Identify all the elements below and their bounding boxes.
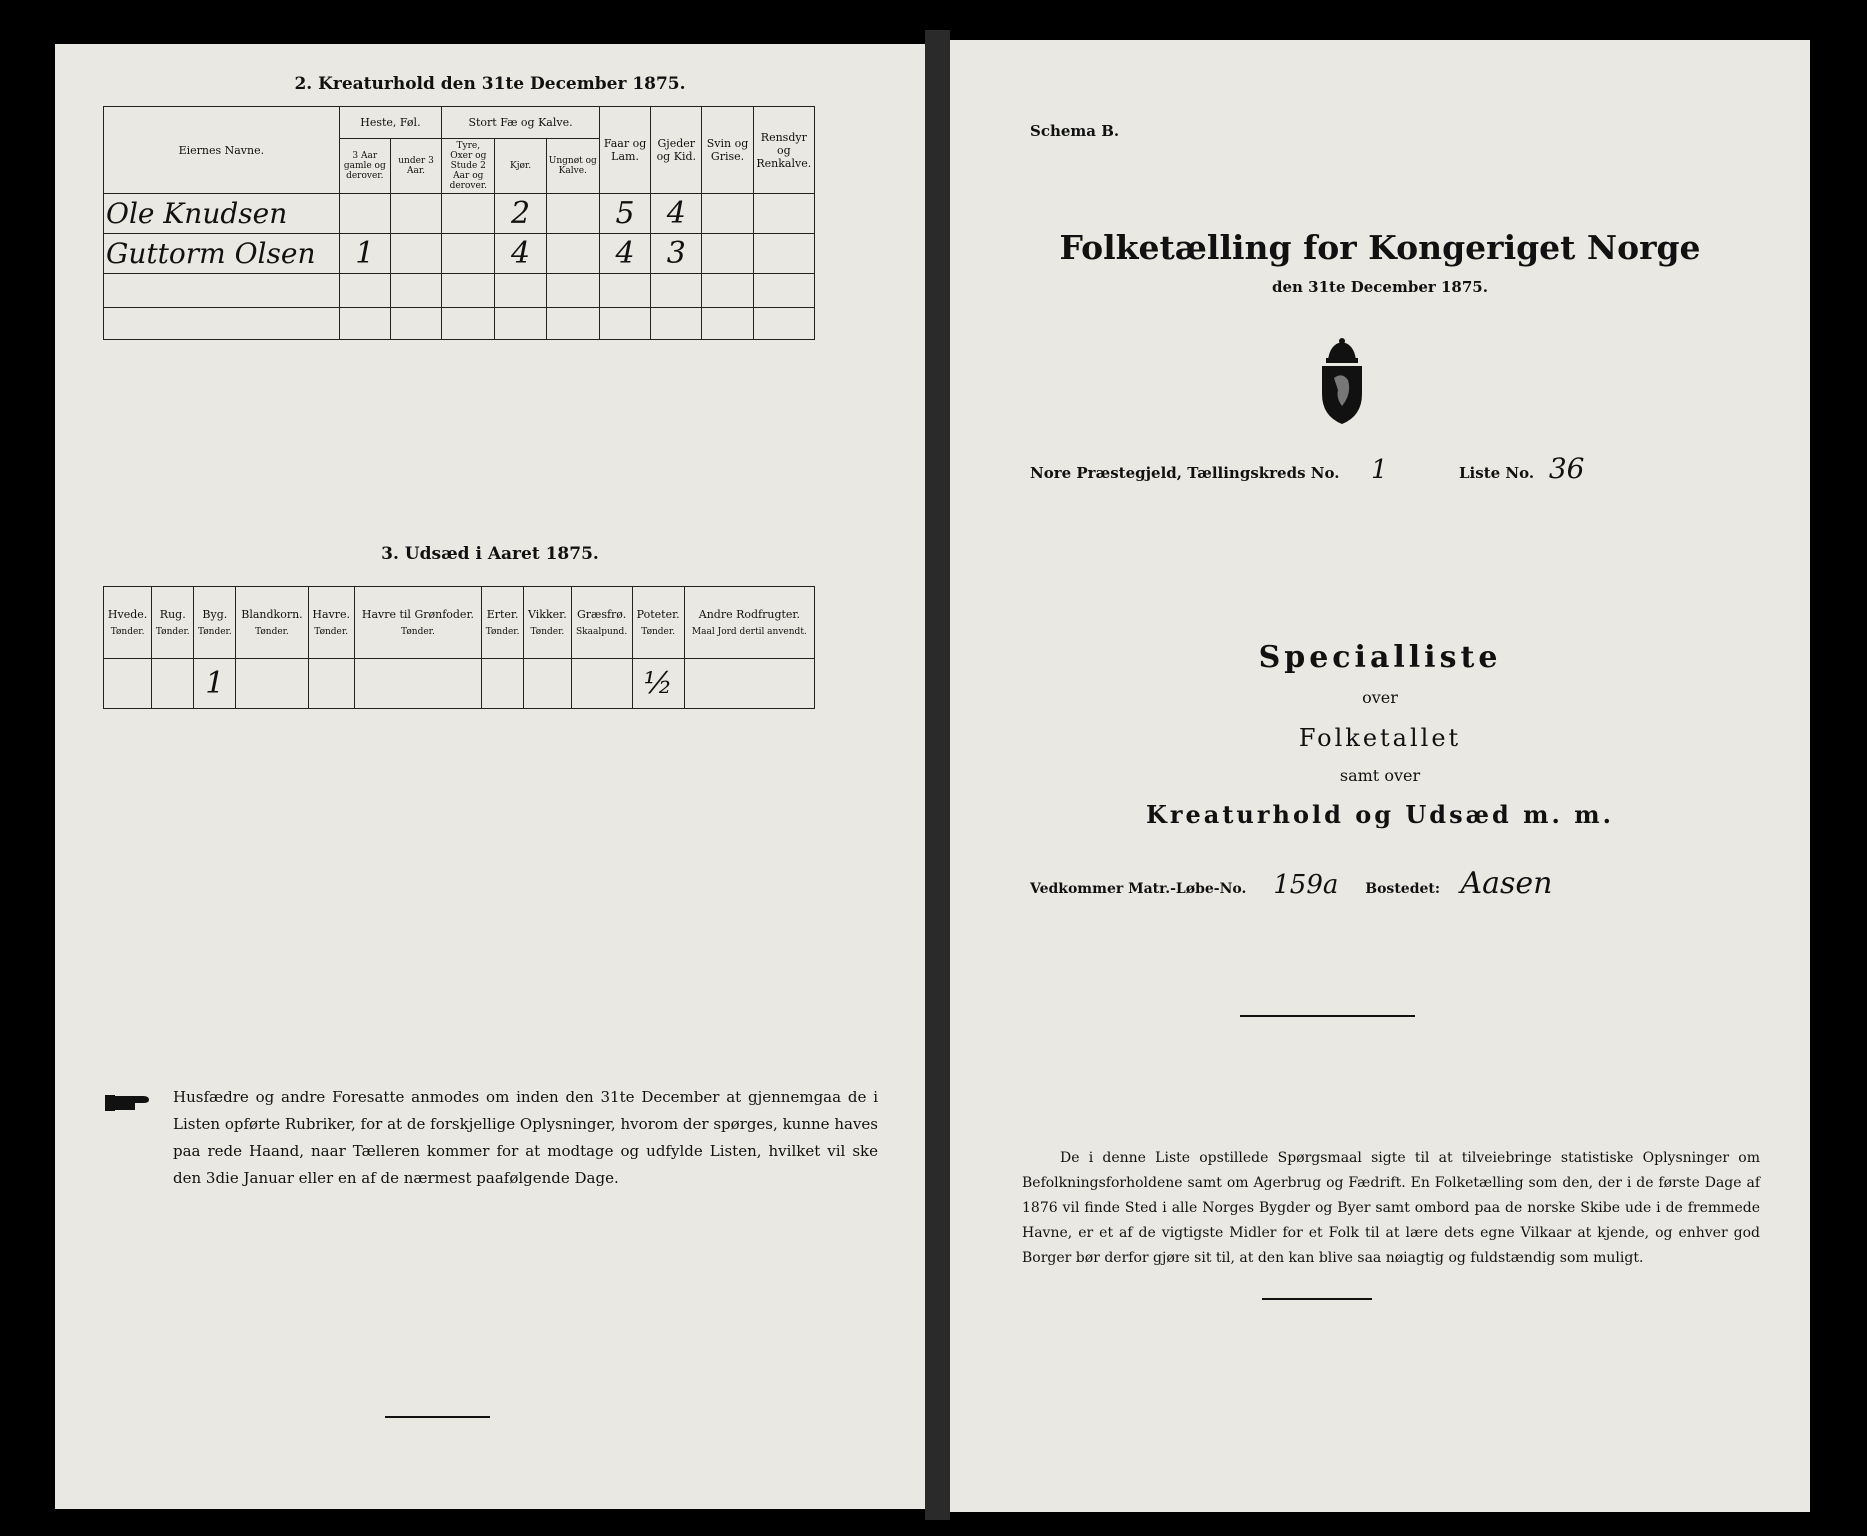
- matr-no: 159a: [1273, 870, 1339, 900]
- header-horses: Heste, Føl.: [339, 107, 441, 139]
- left-page: [55, 44, 925, 1509]
- cell-pigs: [702, 234, 753, 274]
- seed-table: [103, 586, 815, 709]
- right-page: [950, 40, 1810, 1512]
- seed-value-cell: [482, 659, 524, 709]
- seed-value-cell: [104, 659, 152, 709]
- district-no: 1: [1370, 455, 1388, 485]
- cell-horses-old: 1: [339, 234, 390, 274]
- seed-header-name: Byg.: [202, 608, 228, 621]
- seed-header-name: Blandkorn.: [241, 608, 303, 621]
- seed-header-unit: Tønder.: [530, 627, 565, 637]
- section2-title: 2. Kreaturhold den 31te December 1875.: [294, 74, 686, 94]
- bosted-value: Aasen: [1460, 866, 1553, 901]
- cell-horses-old: [339, 194, 390, 234]
- district-line: [1030, 452, 1770, 485]
- seed-header-unit: Tønder.: [485, 627, 520, 637]
- livestock-row: [104, 274, 815, 308]
- specialliste-title: Specialliste: [1258, 640, 1502, 675]
- seed-header-name: Græsfrø.: [576, 608, 627, 621]
- cell-horses-young: [390, 194, 441, 234]
- seed-header-cell: [684, 587, 814, 659]
- seed-header-name: Vikker.: [528, 608, 567, 621]
- cell-pigs: [702, 194, 753, 234]
- header-pigs: Svin og Grise.: [702, 107, 753, 194]
- seed-value-cell: ½: [632, 659, 684, 709]
- header-goats: Gjeder og Kid.: [651, 107, 702, 194]
- header-young-cattle: Ungnøt og Kalve.: [546, 139, 599, 194]
- census-date: den 31te December 1875.: [1272, 278, 1488, 296]
- cell-cows: 2: [495, 194, 546, 234]
- matr-line: [1030, 866, 1770, 901]
- census-title: Folketælling for Kongeriget Norge: [1059, 228, 1701, 267]
- header-cows: Kjør.: [495, 139, 546, 194]
- seed-header-name: Hvede.: [107, 608, 148, 621]
- cell-sheep: 4: [599, 234, 650, 274]
- cell-cows: 4: [495, 234, 546, 274]
- header-horses-old: 3 Aar gamle og derover.: [339, 139, 390, 194]
- seed-header-cell: [236, 587, 308, 659]
- cell-reindeer: [753, 194, 814, 234]
- seed-header-cell: [632, 587, 684, 659]
- livestock-row: [104, 308, 815, 340]
- book-spine: [925, 30, 950, 1520]
- seed-value-row: [104, 659, 815, 709]
- seed-header-cell: [524, 587, 571, 659]
- seed-value-cell: 1: [194, 659, 236, 709]
- kreaturhold-text: Kreaturhold og Udsæd m. m.: [1146, 800, 1614, 829]
- samt-over-text: samt over: [1339, 766, 1421, 785]
- rule: [1262, 1298, 1372, 1300]
- footnote: Husfædre og andre Foresatte anmodes om inden den 31te December at gjennemgaa de i Listen opførte Rubriker, for at de forskjellige Oplysninger, hvorom der spørges, kunne haves paa rede Haand, naar Tælleren kommer for at modtage og udfylde Listen, hvilket vil ske den 3die Januar eller en af de nærmest paafølgende Dage.: [173, 1088, 878, 1187]
- livestock-row: [104, 194, 815, 234]
- seed-header-cell: [482, 587, 524, 659]
- seed-header-unit: Tønder.: [314, 627, 349, 637]
- owner-name: Guttorm Olsen: [104, 234, 340, 274]
- seed-header-name: Rug.: [159, 608, 186, 621]
- cell-young-cattle: [546, 194, 599, 234]
- seed-header-cell: [354, 587, 481, 659]
- seed-header-cell: [571, 587, 632, 659]
- header-horses-young: under 3 Aar.: [390, 139, 441, 194]
- owner-name: Ole Knudsen: [104, 194, 340, 234]
- seed-header-unit: Tønder.: [155, 627, 190, 637]
- over-text: over: [1362, 688, 1398, 707]
- seed-header-unit: Maal Jord dertil anvendt.: [691, 627, 807, 637]
- seed-header-name: Poteter.: [636, 608, 680, 621]
- seed-header-name: Havre.: [312, 608, 350, 621]
- header-bulls: Tyre, Oxer og Stude 2 Aar og derover.: [442, 139, 495, 194]
- list-no: 36: [1548, 452, 1585, 485]
- seed-header-unit: Tønder.: [110, 627, 145, 637]
- cell-bulls: [442, 234, 495, 274]
- seed-header-cell: [104, 587, 152, 659]
- pointing-hand-icon: [105, 1092, 155, 1114]
- seed-header-name: Havre til Grønfoder.: [361, 608, 474, 621]
- intro-paragraph: De i denne Liste opstillede Spørgsmaal sigte til at tilveiebringe statistiske Oplysninger om Befolkningsforholdene samt om Agerbrug og Fædrift. En Folketælling som den, der i de første Dage af 1876 vil finde Sted i alle Norges Bygder og Byer samt ombord paa de norske Skibe ude i de fremmede Havne, er et af de vigtigste Midler for et Folk til at lære dets egne Vilkaar at kjende, og enhver god Borger bør derfor gjøre sit til, at den kan blive saa nøiagtig og fuldstændig som muligt.: [1022, 1150, 1760, 1266]
- seed-value-cell: [354, 659, 481, 709]
- rule: [1240, 1015, 1415, 1017]
- seed-header-unit: Tønder.: [641, 627, 676, 637]
- seed-header-name: Erter.: [486, 608, 519, 621]
- bosted-label: Bostedet:: [1365, 881, 1441, 897]
- seed-value-cell: [152, 659, 194, 709]
- seed-header-name: Andre Rodfrugter.: [698, 608, 800, 621]
- cell-reindeer: [753, 234, 814, 274]
- cell-goats: 3: [651, 234, 702, 274]
- list-label: Liste No.: [1459, 464, 1535, 482]
- seed-value-cell: [236, 659, 308, 709]
- seed-header-unit: Tønder.: [401, 627, 435, 637]
- seed-header-unit: Tønder.: [255, 627, 289, 637]
- cell-horses-young: [390, 234, 441, 274]
- coat-of-arms-icon: [1312, 338, 1372, 426]
- schema-label: Schema B.: [1030, 122, 1120, 140]
- seed-header-unit: Skaalpund.: [575, 627, 628, 637]
- header-sheep: Faar og Lam.: [599, 107, 650, 194]
- cell-young-cattle: [546, 234, 599, 274]
- cell-sheep: 5: [599, 194, 650, 234]
- header-cattle: Stort Fæ og Kalve.: [442, 107, 600, 139]
- section3-title: 3. Udsæd i Aaret 1875.: [381, 544, 599, 564]
- header-owner: Eiernes Navne.: [104, 107, 340, 194]
- seed-header-row: [104, 587, 815, 659]
- livestock-table: [103, 106, 815, 340]
- cell-goats: 4: [651, 194, 702, 234]
- seed-value-cell: [571, 659, 632, 709]
- district-label: Nore Præstegjeld, Tællingskreds No.: [1030, 464, 1340, 482]
- seed-header-unit: Tønder.: [197, 627, 232, 637]
- seed-value-cell: [308, 659, 354, 709]
- header-reindeer: Rensdyr og Renkalve.: [753, 107, 814, 194]
- seed-value-cell: [684, 659, 814, 709]
- seed-header-cell: [194, 587, 236, 659]
- cell-bulls: [442, 194, 495, 234]
- folketallet-text: Folketallet: [1298, 724, 1462, 752]
- seed-header-cell: [152, 587, 194, 659]
- matr-label: Vedkommer Matr.-Løbe-No.: [1030, 881, 1247, 897]
- livestock-row: [104, 234, 815, 274]
- seed-header-cell: [308, 587, 354, 659]
- rule: [385, 1416, 490, 1418]
- seed-value-cell: [524, 659, 571, 709]
